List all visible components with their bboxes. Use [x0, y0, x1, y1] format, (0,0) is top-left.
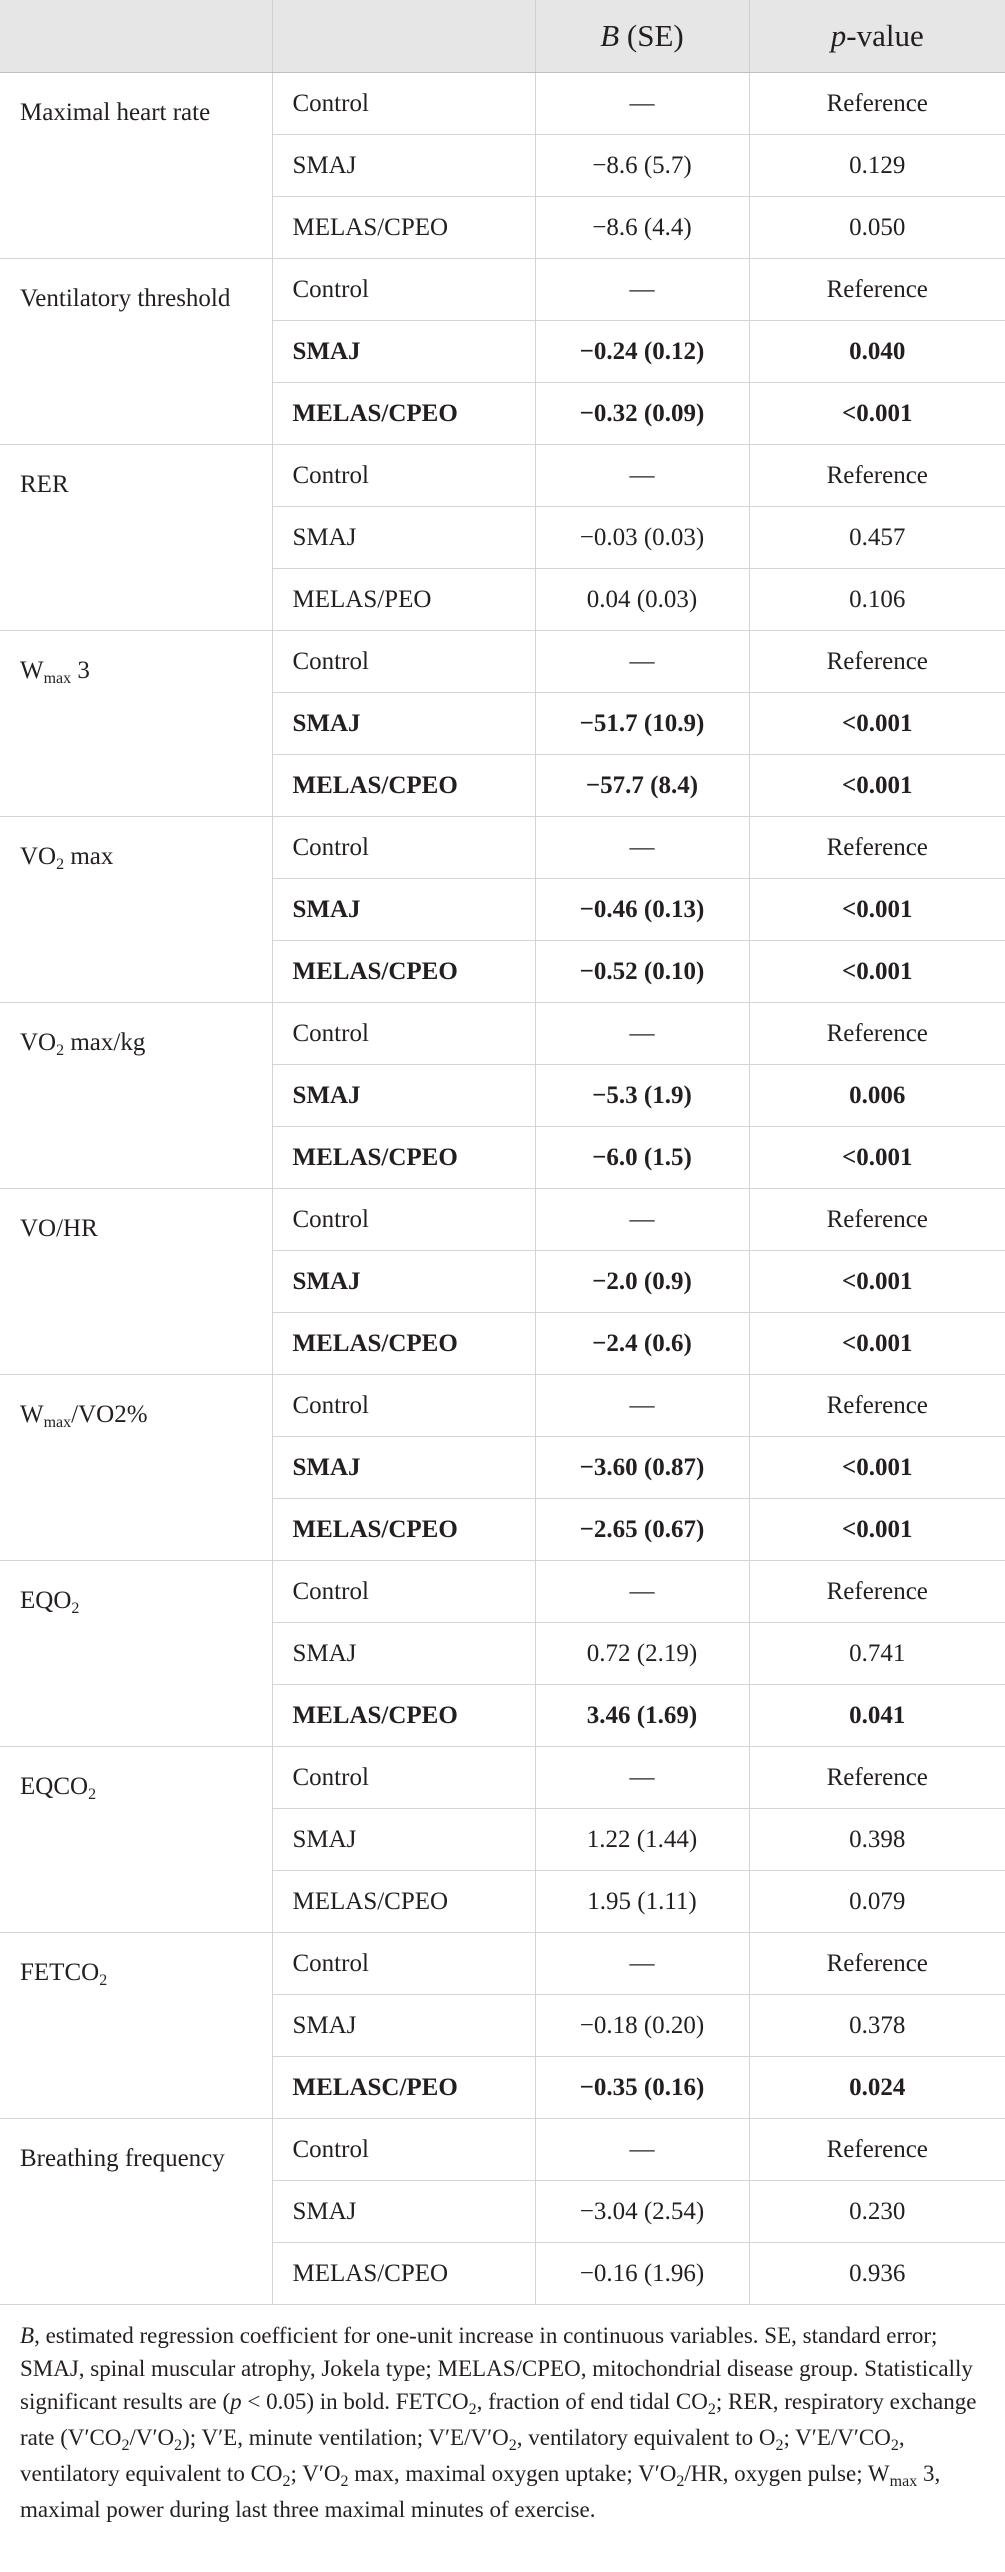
group-name: SMAJ — [272, 879, 535, 941]
variable-name: $VO_2$ max — [0, 817, 272, 1003]
footnote-text: /V′O — [129, 2425, 175, 2450]
variable-name: VO/HR — [0, 1189, 272, 1375]
group-name: MELAS/CPEO — [272, 383, 535, 445]
footnote-text: ); V′E, minute ventilation; V′E/V′O — [182, 2425, 509, 2450]
p-value: Reference — [749, 73, 1005, 135]
group-name: Control — [272, 631, 535, 693]
coefficient-value: −0.03 (0.03) — [535, 507, 749, 569]
group-name: MELAS/PEO — [272, 569, 535, 631]
p-value: Reference — [749, 1561, 1005, 1623]
coefficient-value: −5.3 (1.9) — [535, 1065, 749, 1127]
coefficient-value: −0.46 (0.13) — [535, 879, 749, 941]
footnote-subscript: 2 — [174, 2437, 183, 2454]
p-value: <0.001 — [749, 693, 1005, 755]
group-name: Control — [272, 259, 535, 321]
p-value: Reference — [749, 1747, 1005, 1809]
table-row — [0, 631, 1005, 693]
footnote-text: , ventilatory equivalent to O — [516, 2425, 776, 2450]
coefficient-value: — — [535, 1189, 749, 1251]
coefficient-value: — — [535, 1375, 749, 1437]
coefficient-value: −0.35 (0.16) — [535, 2057, 749, 2119]
footnote-text: /HR, oxygen pulse; W — [684, 2461, 890, 2486]
table-row — [0, 1933, 1005, 1995]
group-name: SMAJ — [272, 1065, 535, 1127]
group-name: MELAS/CPEO — [272, 1127, 535, 1189]
p-value: 0.041 — [749, 1685, 1005, 1747]
p-value: <0.001 — [749, 1127, 1005, 1189]
group-name: MELAS/CPEO — [272, 1685, 535, 1747]
group-name: Control — [272, 445, 535, 507]
p-value: 0.106 — [749, 569, 1005, 631]
footnote-subscript: 2 — [707, 2401, 716, 2418]
group-name: Control — [272, 1747, 535, 1809]
p-value: <0.001 — [749, 941, 1005, 1003]
footnote-text: max, maximal oxygen uptake; V′O — [348, 2461, 677, 2486]
variable-name: $VO_2$ max/kg — [0, 1003, 272, 1189]
group-name: MELASC/PEO — [272, 2057, 535, 2119]
footnote-subscript: 2 — [468, 2401, 477, 2418]
variable-name: RER — [0, 445, 272, 631]
p-value: 0.741 — [749, 1623, 1005, 1685]
group-name: SMAJ — [272, 1623, 535, 1685]
group-name: SMAJ — [272, 321, 535, 383]
coefficient-value: 0.04 (0.03) — [535, 569, 749, 631]
header-variable — [0, 0, 272, 73]
table-footnote — [0, 2305, 1005, 2526]
footnote-subscript: 2 — [775, 2437, 784, 2454]
p-value: Reference — [749, 1375, 1005, 1437]
coefficient-value: — — [535, 1561, 749, 1623]
p-value: 0.050 — [749, 197, 1005, 259]
coefficient-value: — — [535, 1003, 749, 1065]
group-name: MELAS/CPEO — [272, 1871, 535, 1933]
p-value: 0.040 — [749, 321, 1005, 383]
p-value: Reference — [749, 259, 1005, 321]
variable-subscript: 2 — [71, 1600, 80, 1617]
footnote-subscript: 2 — [282, 2473, 291, 2490]
footnote-text: , fraction of end tidal CO — [476, 2389, 708, 2414]
footnote-text: < 0.05) in bold. FETCO — [241, 2389, 469, 2414]
p-value: <0.001 — [749, 383, 1005, 445]
p-value: <0.001 — [749, 1251, 1005, 1313]
coefficient-value: −0.16 (1.96) — [535, 2243, 749, 2305]
coefficient-value: 1.95 (1.11) — [535, 1871, 749, 1933]
p-value: 0.230 — [749, 2181, 1005, 2243]
coefficient-value: — — [535, 817, 749, 879]
group-name: Control — [272, 1561, 535, 1623]
footnote-text: ; RER, respiratory exchange rate (V′CO — [20, 2389, 977, 2450]
p-value: 0.457 — [749, 507, 1005, 569]
group-name: Control — [272, 73, 535, 135]
group-name: SMAJ — [272, 1251, 535, 1313]
table-row — [0, 1561, 1005, 1623]
p-value: Reference — [749, 1189, 1005, 1251]
variable-subscript: 2 — [56, 1042, 65, 1059]
coefficient-value: −6.0 (1.5) — [535, 1127, 749, 1189]
table-row — [0, 1747, 1005, 1809]
coefficient-value: — — [535, 445, 749, 507]
p-value: Reference — [749, 631, 1005, 693]
p-value: Reference — [749, 817, 1005, 879]
coefficient-value: −8.6 (4.4) — [535, 197, 749, 259]
p-value: 0.079 — [749, 1871, 1005, 1933]
table-row — [0, 259, 1005, 321]
group-name: MELAS/CPEO — [272, 2243, 535, 2305]
coefficient-value: −0.24 (0.12) — [535, 321, 749, 383]
coefficient-value: −51.7 (10.9) — [535, 693, 749, 755]
variable-name: Maximal heart rate — [0, 73, 272, 259]
group-name: Control — [272, 1189, 535, 1251]
coefficient-value: 1.22 (1.44) — [535, 1809, 749, 1871]
group-name: SMAJ — [272, 507, 535, 569]
group-name: MELAS/CPEO — [272, 755, 535, 817]
footnote-text: , estimated regression coefficient for one-unit increase in continuous variables. SE, standard error; SMAJ, spinal muscular atrophy, Jokela type; MELAS/CPEO, mitochondrial disease group. Statistically significant results are ( — [20, 2323, 973, 2414]
group-name: MELAS/CPEO — [272, 197, 535, 259]
header-p-value: p-value — [749, 0, 1005, 73]
footnote-subscript: 2 — [890, 2437, 899, 2454]
group-name: Control — [272, 1003, 535, 1065]
footnote-text: 3, maximal power during last three maximal minutes of exercise. — [20, 2461, 941, 2522]
footnote-text: ; V′E/V′CO — [783, 2425, 891, 2450]
footnote-subscript: 2 — [676, 2473, 685, 2490]
coefficient-value: −3.04 (2.54) — [535, 2181, 749, 2243]
variable-subscript: 2 — [99, 1972, 108, 1989]
table-row — [0, 2119, 1005, 2181]
table-header — [0, 0, 1005, 73]
variable-name: $FETCO_2$ — [0, 1933, 272, 2119]
p-value: 0.398 — [749, 1809, 1005, 1871]
coefficient-value: −2.0 (0.9) — [535, 1251, 749, 1313]
p-value: Reference — [749, 2119, 1005, 2181]
table-row — [0, 1003, 1005, 1065]
header-coefficient: B (SE) — [535, 0, 749, 73]
group-name: SMAJ — [272, 693, 535, 755]
p-value: 0.129 — [749, 135, 1005, 197]
group-name: Control — [272, 1933, 535, 1995]
coefficient-value: — — [535, 2119, 749, 2181]
coefficient-value: −0.18 (0.20) — [535, 1995, 749, 2057]
coefficient-value: 0.72 (2.19) — [535, 1623, 749, 1685]
p-value: <0.001 — [749, 879, 1005, 941]
group-name: SMAJ — [272, 1809, 535, 1871]
coefficient-value: −8.6 (5.7) — [535, 135, 749, 197]
group-name: MELAS/CPEO — [272, 1313, 535, 1375]
coefficient-value: — — [535, 1747, 749, 1809]
coefficient-value: −2.4 (0.6) — [535, 1313, 749, 1375]
footnote-subscript: 2 — [508, 2437, 517, 2454]
table-row — [0, 817, 1005, 879]
p-value: Reference — [749, 445, 1005, 507]
group-name: SMAJ — [272, 2181, 535, 2243]
coefficient-value: −2.65 (0.67) — [535, 1499, 749, 1561]
coefficient-value: −0.52 (0.10) — [535, 941, 749, 1003]
p-value: <0.001 — [749, 1437, 1005, 1499]
p-value: 0.936 — [749, 2243, 1005, 2305]
p-value: <0.001 — [749, 1313, 1005, 1375]
p-value: 0.006 — [749, 1065, 1005, 1127]
coefficient-value: — — [535, 1933, 749, 1995]
p-value: <0.001 — [749, 1499, 1005, 1561]
table-row — [0, 1375, 1005, 1437]
p-value: Reference — [749, 1933, 1005, 1995]
variable-subscript: max — [43, 670, 72, 687]
header-group — [272, 0, 535, 73]
group-name: SMAJ — [272, 135, 535, 197]
coefficient-value: −57.7 (8.4) — [535, 755, 749, 817]
coefficient-value: −0.32 (0.09) — [535, 383, 749, 445]
group-name: MELAS/CPEO — [272, 1499, 535, 1561]
variable-subscript: 2 — [88, 1786, 97, 1803]
p-value: <0.001 — [749, 755, 1005, 817]
footnote-subscript: max — [889, 2473, 918, 2490]
coefficient-value: — — [535, 259, 749, 321]
group-name: SMAJ — [272, 1437, 535, 1499]
group-name: Control — [272, 2119, 535, 2181]
group-name: Control — [272, 817, 535, 879]
footnote-subscript: 2 — [121, 2437, 130, 2454]
group-name: SMAJ — [272, 1995, 535, 2057]
variable-subscript: 2 — [56, 856, 65, 873]
coefficient-value: — — [535, 73, 749, 135]
table-row — [0, 73, 1005, 135]
variable-name: $W_{max}$ 3 — [0, 631, 272, 817]
coefficient-value: — — [535, 631, 749, 693]
footnote-subscript: 2 — [340, 2473, 349, 2490]
variable-name: Ventilatory threshold — [0, 259, 272, 445]
table-row — [0, 1189, 1005, 1251]
footnote-italic: p — [230, 2389, 242, 2414]
p-value: 0.378 — [749, 1995, 1005, 2057]
variable-name: $EQCO_2$ — [0, 1747, 272, 1933]
variable-name: $EQO_2$ — [0, 1561, 272, 1747]
p-value: 0.024 — [749, 2057, 1005, 2119]
footnote-text: ; V′O — [290, 2461, 341, 2486]
variable-subscript: max — [43, 1414, 72, 1431]
group-name: MELAS/CPEO — [272, 941, 535, 1003]
variable-name: $W_{max}/VO2\%$ — [0, 1375, 272, 1561]
footnote-text: , ventilatory equivalent to CO — [20, 2425, 905, 2486]
p-value: Reference — [749, 1003, 1005, 1065]
coefficient-value: 3.46 (1.69) — [535, 1685, 749, 1747]
coefficient-value: −3.60 (0.87) — [535, 1437, 749, 1499]
variable-name: Breathing frequency — [0, 2119, 272, 2305]
table-row — [0, 445, 1005, 507]
table-body — [0, 73, 1005, 2305]
footnote-italic: B — [20, 2323, 35, 2348]
group-name: Control — [272, 1375, 535, 1437]
